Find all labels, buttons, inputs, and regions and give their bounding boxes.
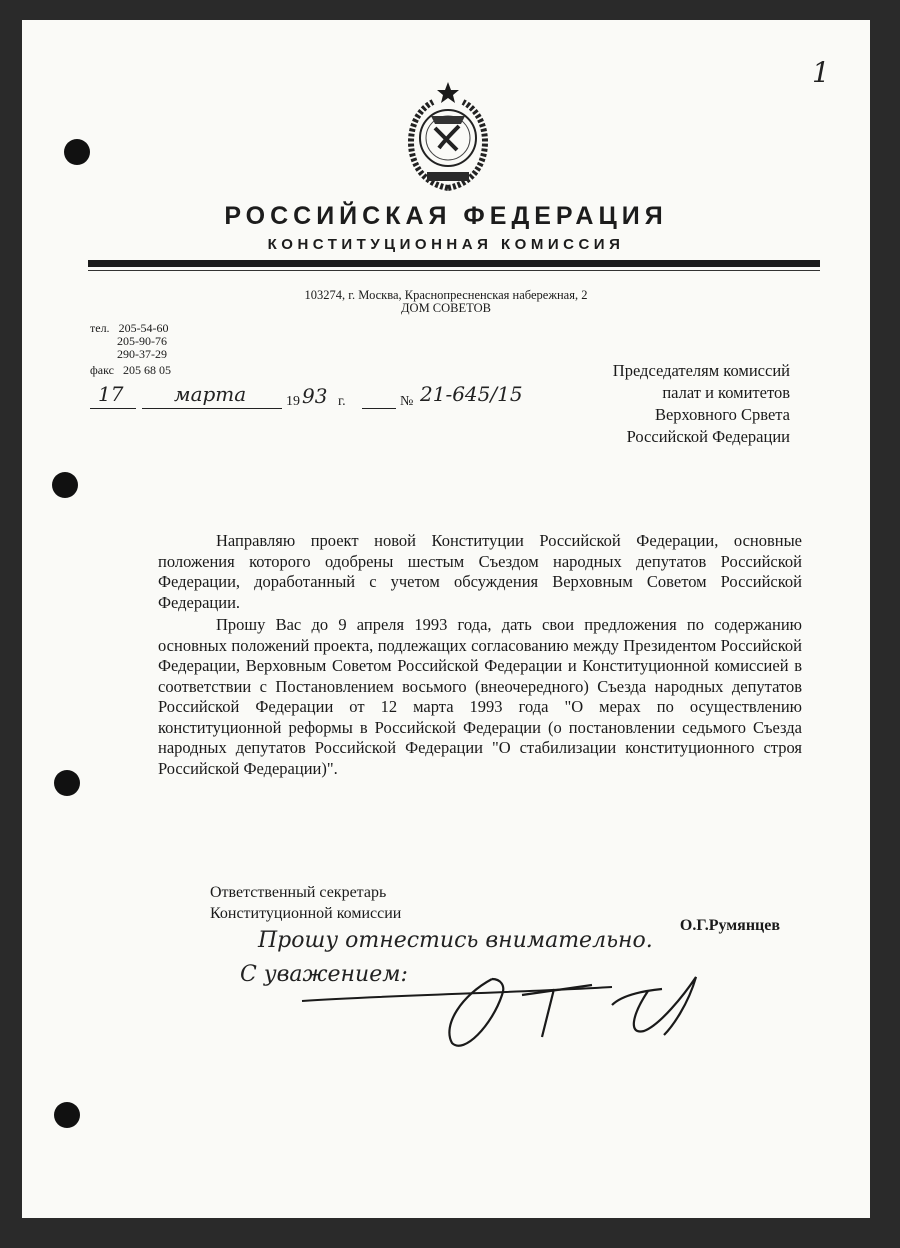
document-page xyxy=(22,20,870,1218)
phone-number: 205-54-60 xyxy=(118,321,169,335)
handwritten-signature xyxy=(292,965,712,1055)
organization-name: РОССИЙСКАЯ ФЕДЕРАЦИЯ xyxy=(224,202,668,230)
building-name: ДОМ СОВЕТОВ xyxy=(401,301,491,315)
recipient-line: Председателям комиссий xyxy=(612,361,790,380)
punch-hole xyxy=(54,770,80,796)
punch-hole xyxy=(54,1102,80,1128)
page-number: 1 xyxy=(812,56,830,89)
header-rule-thin xyxy=(88,270,820,271)
recipient-line: палат и комитетов xyxy=(662,383,790,402)
phone-number: 205-90-76 xyxy=(117,334,167,348)
recipient-block xyxy=(613,360,790,448)
phone-label: тел. xyxy=(90,321,110,335)
doc-number: 21-645/15 xyxy=(420,382,523,406)
date-day: 17 xyxy=(98,382,124,406)
rsfsr-coat-of-arms-icon xyxy=(405,80,491,192)
fax-number: 205 68 05 xyxy=(122,363,171,377)
signatory-title-line: Ответственный секретарь xyxy=(210,884,387,901)
signatory-title xyxy=(210,882,401,924)
body-paragraph: Направляю проект новой Конституции Российской Федерации, основные положения которого одобрены шестым Съездом народных депутатов Российской Федерации, доработанный с учетом обсуждения Верховным Советом Российской Федерации. xyxy=(158,531,802,612)
date-year-prefix: 19 xyxy=(286,394,300,409)
signatory-name: О.Г.Румянцев xyxy=(679,917,780,934)
header-rule-thick xyxy=(88,260,820,267)
date-year-label: г. xyxy=(338,394,346,409)
signatory-title-line: Конституционной комиссии xyxy=(210,905,402,922)
punch-hole xyxy=(64,139,90,165)
doc-number-prefix-line xyxy=(362,388,396,409)
phone-number: 290-37-29 xyxy=(117,347,167,361)
organization-subtitle: КОНСТИТУЦИОННАЯ КОМИССИЯ xyxy=(267,236,625,253)
recipient-line: Верховного Срвета xyxy=(654,405,790,424)
body-paragraph: Прошу Вас до 9 апреля 1993 года, дать свои предложения по содержанию основных положений проекта, подлежащих согласованию между Президентом Российской Федерации, Верховным Советом Российской Федерации и Конституционной комиссией в соответствии с Постановлением восьмого (внеочередного) Съезда народных депутатов Российской Федерации от 12 марта 1993 года "О мерах по осуществлению конституционной реформы в Российской Федерации (о постановлении седьмого Съезда народных депутатов Российской Федерации "О стабилизации конституционного строя Российской Федерации)". xyxy=(158,615,802,778)
fax-label: факс xyxy=(90,363,114,377)
recipient-line: Российской Федерации xyxy=(626,427,790,446)
doc-number-label: № xyxy=(400,394,414,409)
date-year-suffix: 93 xyxy=(302,384,328,408)
handwritten-note: С уважением: xyxy=(240,962,408,987)
dateline xyxy=(86,382,546,418)
punch-hole xyxy=(52,472,78,498)
address-line: 103274, г. Москва, Краснопресненская набережная, 2 xyxy=(304,288,588,302)
handwritten-note: Прошу отнестись внимательно. xyxy=(258,928,653,953)
fax-block xyxy=(90,364,171,377)
date-month: марта xyxy=(174,382,247,406)
phone-block xyxy=(90,322,169,361)
